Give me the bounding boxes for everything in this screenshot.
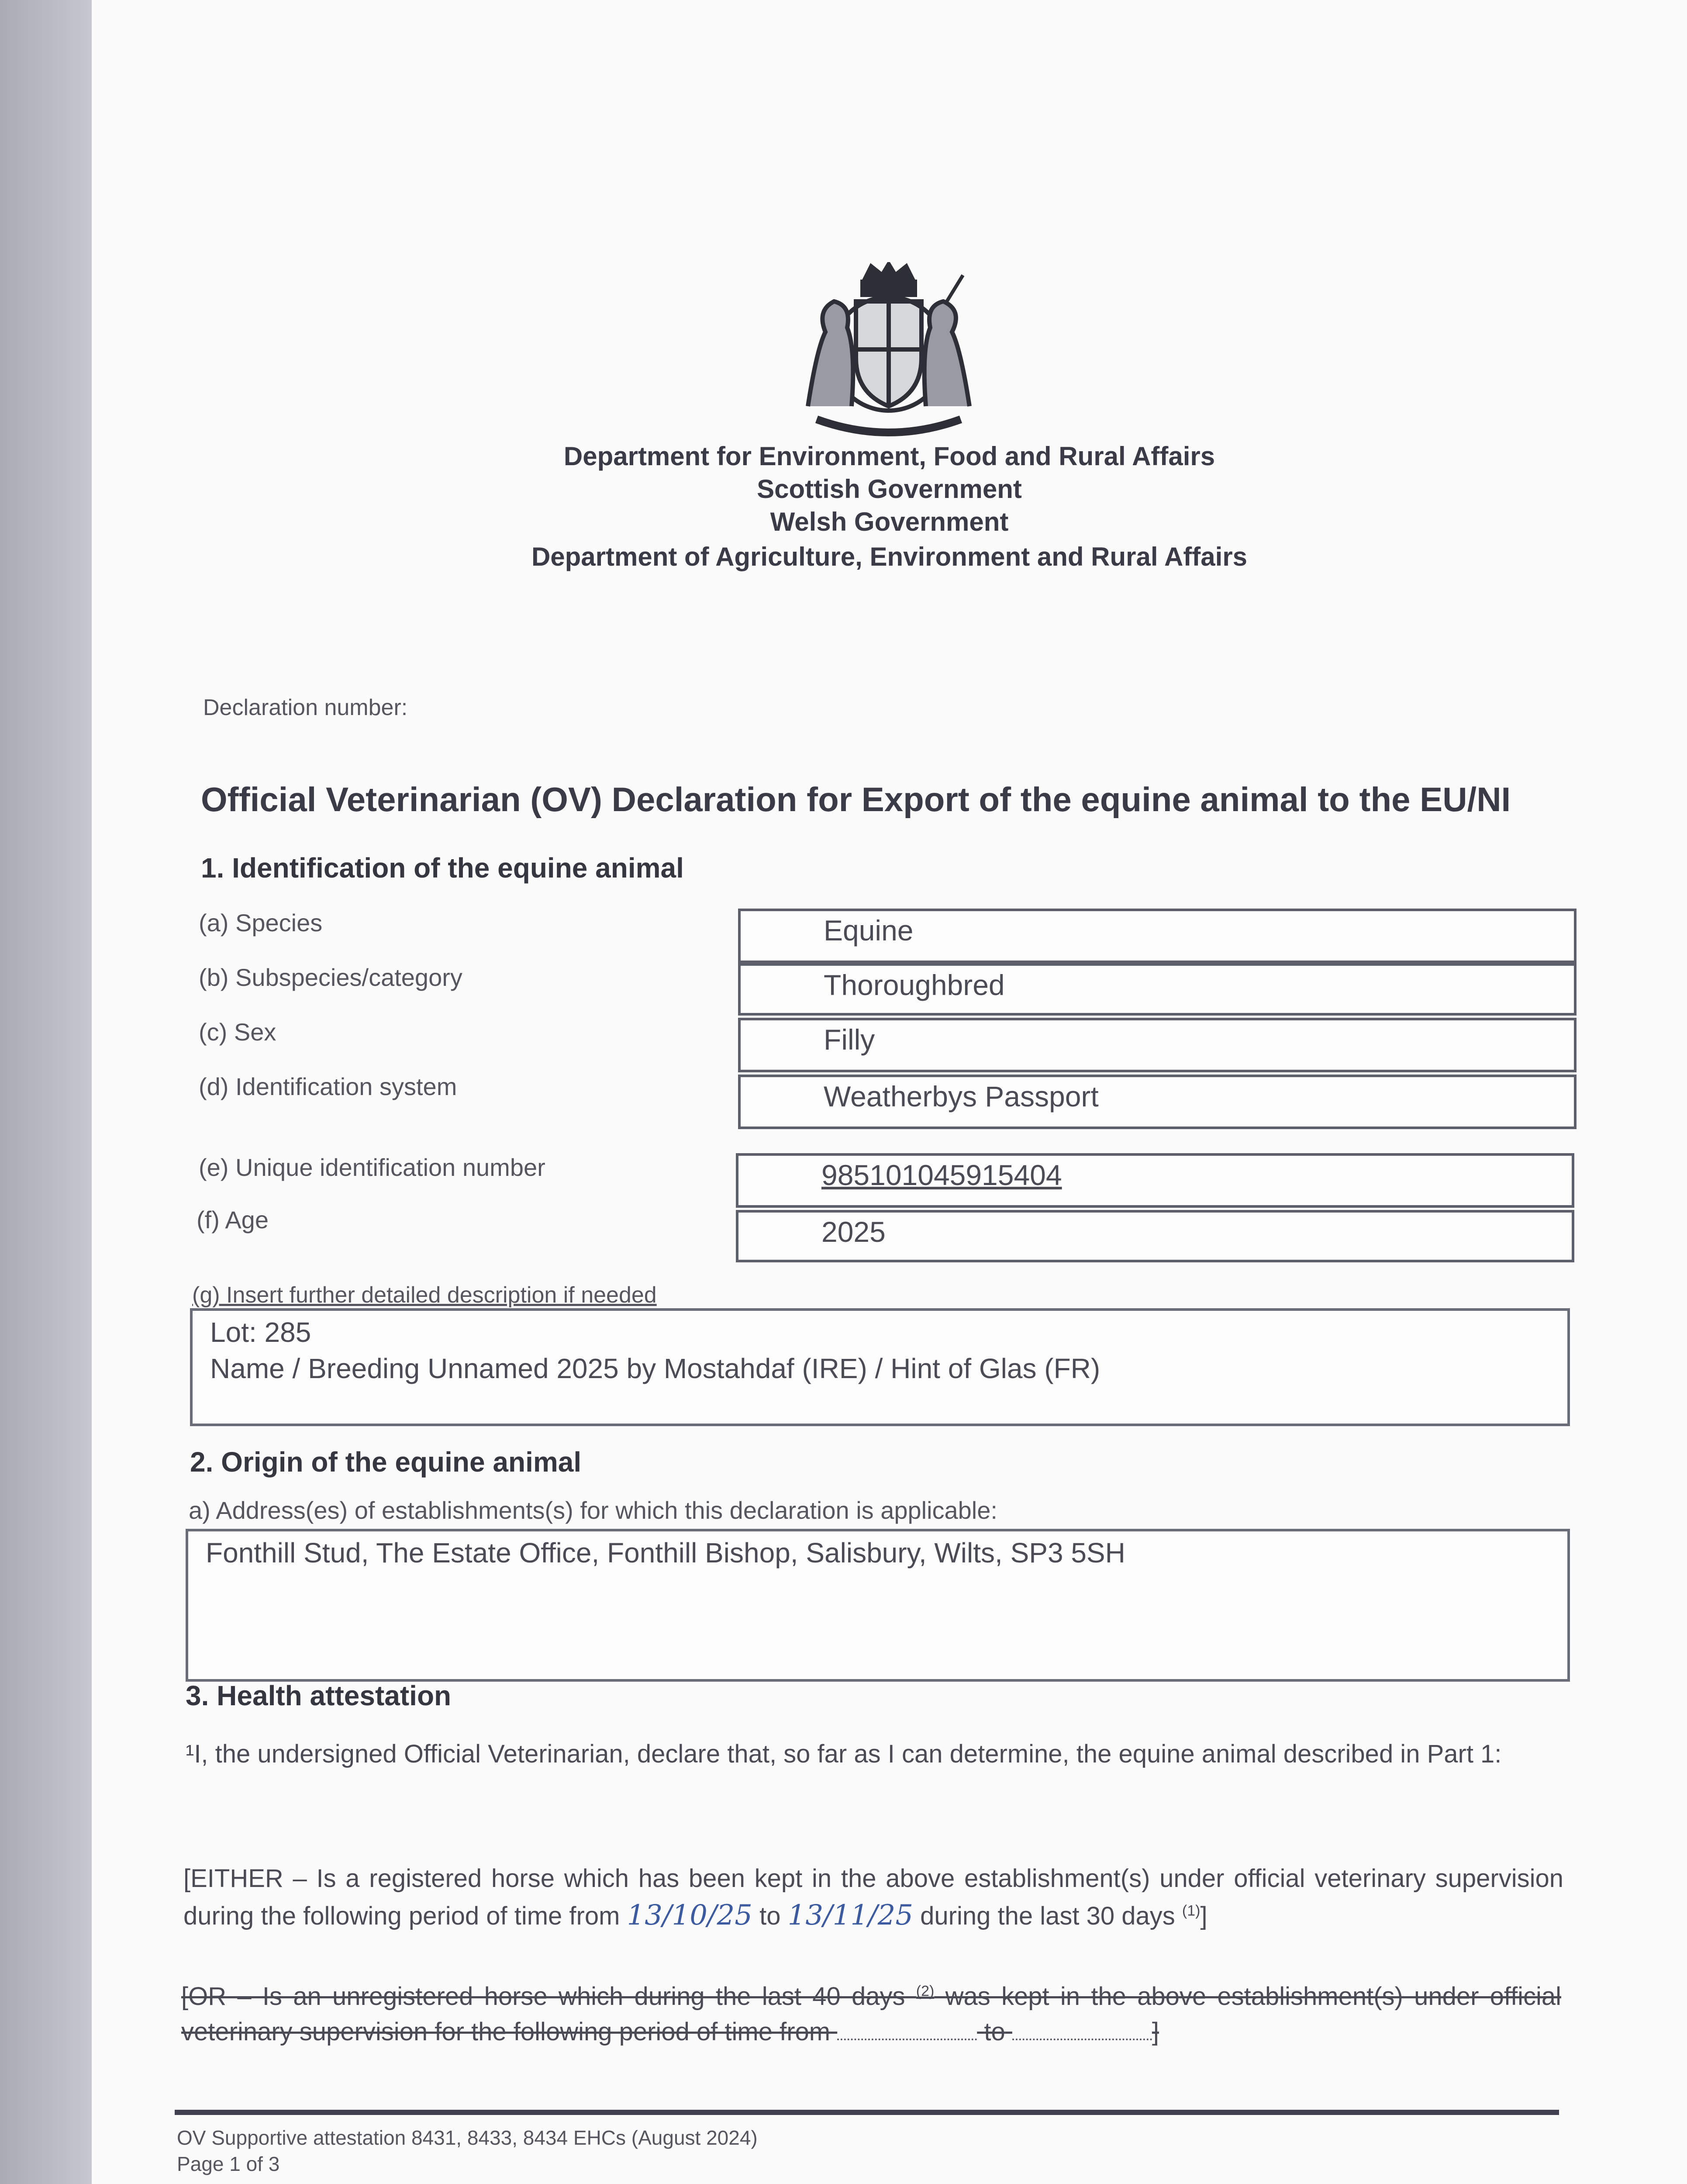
footer	[177, 2125, 758, 2177]
either-clause	[183, 1861, 1563, 1935]
health-attestation-intro: ¹I, the undersigned Official Veterinarian, declare that, so far as I can determine, the equine animal described in Part 1:	[186, 1740, 1502, 1768]
field-label-subspecies: (b) Subspecies/category	[199, 964, 462, 991]
footer-divider	[175, 2110, 1559, 2115]
field-label-unique-id: (e) Unique identification number	[199, 1154, 545, 1181]
or-clause-text: [OR – Is an unregistered horse which during the last 40 days	[181, 1982, 905, 2011]
document-page	[92, 0, 1687, 2184]
address-textarea[interactable]	[186, 1529, 1570, 1682]
or-to-label: to	[984, 2018, 1005, 2046]
section-3-heading: 3. Health attestation	[186, 1680, 452, 1711]
royal-coat-of-arms-icon	[790, 262, 987, 437]
field-label-identification-system: (d) Identification system	[199, 1073, 457, 1100]
description-textarea[interactable]	[190, 1308, 1570, 1426]
subspecies-field[interactable]: Thoroughbred	[738, 963, 1577, 1016]
establishment-address: Fonthill Stud, The Estate Office, Fonthill Bishop, Salisbury, Wilts, SP3 5SH	[206, 1537, 1125, 1569]
unique-id-field[interactable]: 985101045915404	[736, 1153, 1574, 1208]
department-daera: Department of Agriculture, Environment and Rural Affairs	[531, 542, 1248, 571]
or-clause-text-2: was kept in the above establishment(s) under official veterinary supervision for the following period of time from	[181, 1982, 1562, 2046]
or-footnote: (2)	[916, 1983, 935, 2000]
page-title: Official Veterinarian (OV) Declaration for Export of the equine animal to the EU/NI	[201, 780, 1511, 819]
description-name-breeding: Name / Breeding Unnamed 2025 by Mostahdaf (IRE) / Hint of Glas (FR)	[210, 1353, 1101, 1385]
field-label-sex: (c) Sex	[199, 1018, 276, 1046]
department-welsh-government: Welsh Government	[770, 507, 1009, 536]
age-field[interactable]: 2025	[736, 1210, 1574, 1262]
either-from-date: 13/10/25	[627, 1899, 752, 1932]
sex-field[interactable]: Filly	[738, 1018, 1577, 1072]
description-lot: Lot: 285	[210, 1317, 311, 1348]
address-label: a) Address(es) of establishments(s) for which this declaration is applicable:	[189, 1496, 997, 1524]
or-to-blank	[1012, 2039, 1152, 2040]
field-label-species: (a) Species	[199, 909, 323, 936]
field-label-age: (f) Age	[197, 1206, 269, 1234]
section-1-heading: 1. Identification of the equine animal	[201, 852, 684, 884]
or-from-blank	[837, 2039, 977, 2040]
either-to-date: 13/11/25	[787, 1899, 914, 1932]
declaration-number-label: Declaration number:	[203, 695, 408, 720]
section-2-heading: 2. Origin of the equine animal	[190, 1446, 582, 1478]
or-bracket: ]	[1152, 2018, 1159, 2046]
either-bracket: ]	[1200, 1902, 1207, 1931]
species-field[interactable]: Equine	[738, 909, 1577, 963]
identification-system-field[interactable]: Weatherbys Passport	[738, 1075, 1577, 1129]
department-defra: Department for Environment, Food and Rural Affairs	[563, 442, 1215, 471]
footer-form-reference: OV Supportive attestation 8431, 8433, 8434 EHCs (August 2024)	[177, 2126, 758, 2149]
either-clause-end-text: during the last 30 days	[920, 1902, 1175, 1931]
either-footnote: (1)	[1182, 1902, 1201, 1919]
department-scottish-government: Scottish Government	[757, 474, 1022, 504]
either-to-label: to	[759, 1902, 781, 1931]
description-label: (g) Insert further detailed description if needed	[192, 1282, 657, 1308]
either-clause-text: [EITHER – Is a registered horse which has been kept in the above establishment(s) under official veterinary supervision during the following period of time from	[183, 1864, 1563, 1931]
scan-edge	[0, 0, 92, 2184]
footer-page-number: Page 1 of 3	[177, 2152, 280, 2175]
or-clause-struck-through	[181, 1979, 1561, 2049]
